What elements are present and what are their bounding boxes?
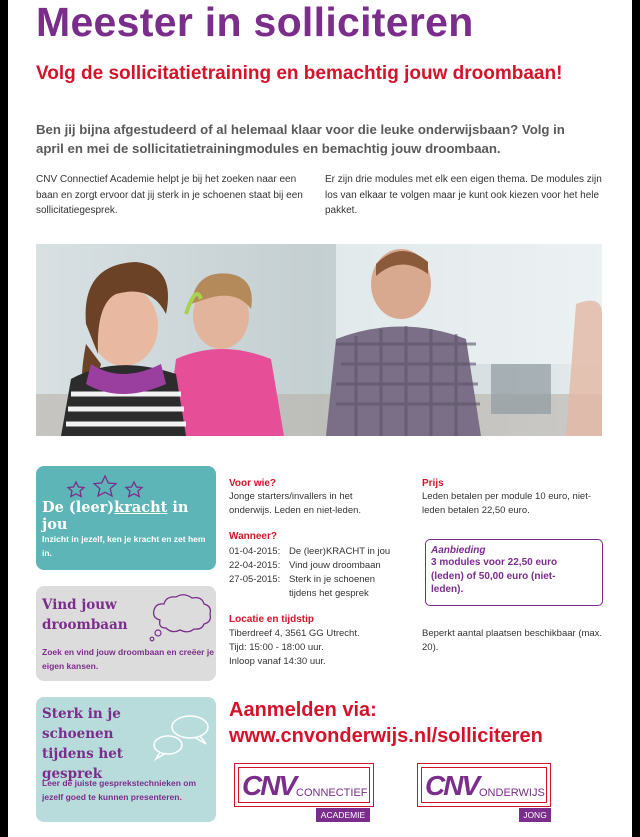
logo-tag: JONG — [519, 808, 551, 822]
prijs-text: Leden betalen per module 10 euro, niet-leden betalen 22,50 euro. — [422, 491, 592, 516]
date-row: 01-04-2015: De (leer)KRACHT in jou — [229, 546, 391, 557]
module-card-title: Vind jouw droombaan — [42, 597, 128, 633]
page-subtitle: Volg de sollicitatietraining en bemachtig jouw droombaan! — [36, 63, 563, 84]
logo-word: CONNECTIEF — [296, 787, 368, 799]
logo-mark: CNV — [425, 770, 479, 801]
locatie-time: Tijd: 15:00 - 18:00 uur. — [229, 642, 324, 653]
prijs-heading: Prijs — [422, 478, 444, 489]
signup-label: Aanmelden via: — [229, 699, 377, 721]
flyer-page — [8, 0, 632, 837]
aanbieding-heading: Aanbieding — [431, 545, 486, 556]
module-card-text: Leer de juiste gesprekstechnieken om jezelf goed te kunnen presenteren. — [42, 778, 197, 802]
wanneer-heading: Wanneer? — [229, 531, 277, 542]
signup-url[interactable]: www.cnvonderwijs.nl/solliciteren — [229, 725, 543, 747]
logo-tag: ACADEMIE — [316, 808, 370, 822]
voor-wie-text: Jonge starters/invallers in het onderwijs. Leden en niet-leden. — [229, 491, 362, 516]
locatie-heading: Locatie en tijdstip — [229, 614, 315, 625]
module-card-title: Sterk in je schoenen tijdens het gesprek — [42, 706, 124, 782]
signup — [229, 697, 543, 749]
module-card-gesprek — [36, 697, 216, 822]
logo-word: ONDERWIJS — [479, 787, 545, 799]
voor-wie-heading: Voor wie? — [229, 478, 277, 489]
speech-bubbles-icon — [152, 713, 214, 761]
logo-cnv-connectief — [234, 763, 374, 823]
wanneer-dates — [229, 545, 409, 601]
module-card-droombaan — [36, 586, 216, 681]
aanbieding-text: 3 modules voor 22,50 euro (leden) of 50,00 euro (niet-leden). — [431, 557, 558, 595]
aanbieding-box — [425, 539, 603, 606]
group-photo — [36, 244, 602, 436]
intro-paragraph: Ben jij bijna afgestudeerd of al helemaal klaar voor die leuke onderwijsbaan? Volg in april en mei de sollicitatietrainingmodules en bemachtig jouw droombaan. — [36, 122, 565, 156]
group-photo-illustration — [36, 244, 602, 436]
intro-column-left: CNV Connectief Academie helpt je bij het zoeken naar een baan en zorgt ervoor dat jij sterk in je schoenen staat bij een sollicitatiegesprek. — [36, 174, 303, 216]
locatie-walk-in: Inloop vanaf 14:30 uur. — [229, 656, 326, 667]
date-row: 22-04-2015: Vind jouw droombaan — [229, 560, 381, 571]
thought-bubble-icon — [148, 592, 214, 642]
locatie-text — [229, 627, 409, 669]
beperkt-text: Beperkt aantal plaatsen beschikbaar (max. 20). — [422, 628, 603, 653]
module-card-title: De (leer)kracht in jou — [42, 499, 189, 533]
logo-cnv-onderwijs — [417, 763, 551, 823]
module-card-text: Zoek en vind jouw droombaan en creëer je eigen kansen. — [42, 647, 214, 671]
logo-mark: CNV — [242, 770, 296, 801]
date-row: 27-05-2015: Sterk in je schoenen tijdens het gesprek — [229, 574, 376, 599]
locatie-address: Tiberdreef 4, 3561 GG Utrecht. — [229, 628, 360, 639]
module-card-text: Inzicht in jezelf, ken je kracht en zet hem in. — [42, 534, 206, 558]
module-card-kracht — [36, 466, 216, 570]
intro-column-right: Er zijn drie modules met elk een eigen thema. De modules zijn los van elkaar te volgen maar je kunt ook kiezen voor het hele pakket. — [325, 174, 602, 216]
page-title: Meester in solliciteren — [36, 0, 474, 45]
